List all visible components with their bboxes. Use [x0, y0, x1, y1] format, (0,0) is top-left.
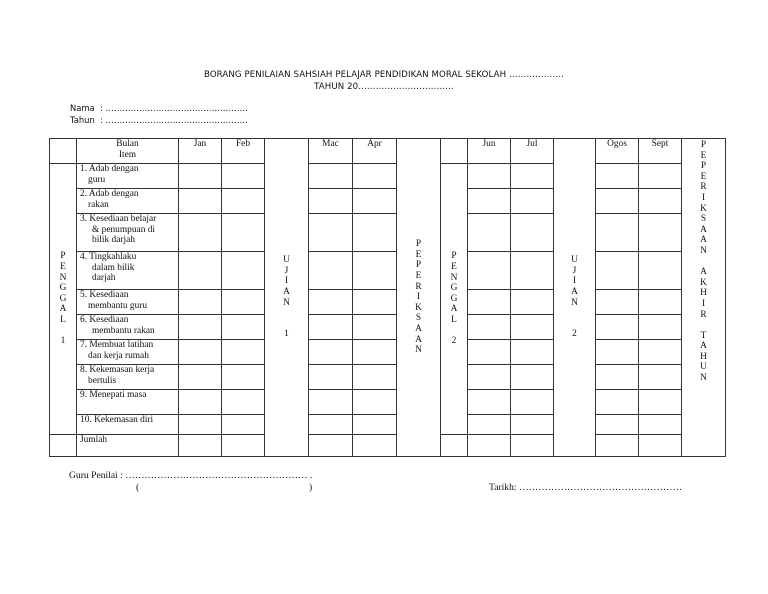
- score-cell[interactable]: [468, 365, 511, 390]
- item-5: [77, 290, 179, 315]
- score-cell[interactable]: [639, 415, 682, 435]
- nama-label: Nama: [70, 103, 95, 113]
- score-cell[interactable]: [468, 315, 511, 340]
- penggal1-column-char: A: [59, 304, 67, 315]
- peperiksaan-akhir-tahun-column-char: P: [700, 161, 707, 172]
- peperiksaan-column-text: [413, 239, 425, 356]
- penggal1-column-char: [57, 325, 69, 336]
- total-cell[interactable]: [441, 435, 468, 457]
- item-2: [77, 189, 179, 214]
- total-cell[interactable]: [309, 435, 353, 457]
- score-cell[interactable]: [309, 214, 353, 252]
- score-cell[interactable]: [222, 390, 265, 415]
- score-cell[interactable]: [309, 290, 353, 315]
- ujian1-column-char: [281, 308, 293, 319]
- score-cell[interactable]: [596, 415, 639, 435]
- score-cell[interactable]: [309, 365, 353, 390]
- score-cell[interactable]: [468, 290, 511, 315]
- score-cell[interactable]: [468, 214, 511, 252]
- ujian2-column-char: J: [572, 265, 577, 276]
- score-cell[interactable]: [353, 390, 397, 415]
- score-cell[interactable]: [468, 415, 511, 435]
- score-cell[interactable]: [639, 164, 682, 189]
- month-header-feb: Feb: [222, 139, 265, 164]
- score-cell[interactable]: [309, 252, 353, 290]
- peperiksaan-column-char: N: [415, 345, 422, 356]
- score-cell[interactable]: [309, 340, 353, 365]
- score-cell[interactable]: [511, 214, 554, 252]
- score-cell[interactable]: [596, 189, 639, 214]
- peperiksaan-akhir-tahun-column-char: A: [700, 224, 707, 235]
- peperiksaan-akhir-tahun-column-char: K: [700, 277, 707, 288]
- peperiksaan-akhir-tahun-column-char: A: [700, 341, 707, 352]
- penggal2-column-char: L: [451, 314, 457, 325]
- peperiksaan-akhir-tahun-column-char: H: [700, 288, 707, 299]
- peperiksaan-column-char: I: [416, 292, 421, 303]
- score-cell[interactable]: [222, 315, 265, 340]
- peperiksaan-akhir-tahun-column-char: A: [700, 235, 707, 246]
- score-cell[interactable]: [309, 390, 353, 415]
- ujian1-column-char: A: [283, 286, 290, 297]
- score-cell[interactable]: [639, 189, 682, 214]
- score-cell[interactable]: [468, 340, 511, 365]
- item-7: [77, 340, 179, 365]
- item-text: 2. Adab dengan: [80, 189, 139, 199]
- ujian2-column-text: [569, 255, 581, 340]
- score-cell[interactable]: [596, 340, 639, 365]
- peperiksaan-akhir-tahun-column-char: I: [701, 192, 706, 203]
- peperiksaan-akhir-tahun-column-char: S: [700, 214, 707, 225]
- score-cell[interactable]: [596, 315, 639, 340]
- score-cell[interactable]: [639, 340, 682, 365]
- peperiksaan-akhir-tahun-column: [682, 139, 726, 457]
- peperiksaan-akhir-tahun-column-char: [698, 320, 710, 331]
- score-cell[interactable]: [353, 415, 397, 435]
- penggal1-column-char: N: [59, 272, 67, 283]
- peperiksaan-akhir-tahun-column-char: A: [700, 267, 707, 278]
- penggal2-column: [441, 164, 468, 435]
- score-cell[interactable]: [511, 415, 554, 435]
- item-text: bilik darjah: [92, 235, 135, 245]
- bulan-label: Bulan: [116, 139, 139, 149]
- ujian1-column-char: [281, 319, 293, 330]
- score-cell[interactable]: [468, 390, 511, 415]
- jumlah-label: Jumlah: [77, 435, 179, 457]
- item-text: guru: [88, 174, 106, 185]
- score-cell[interactable]: [222, 290, 265, 315]
- score-cell[interactable]: [639, 290, 682, 315]
- ujian1-column-char: I: [284, 276, 289, 287]
- peperiksaan-akhir-tahun-column-char: I: [701, 298, 706, 309]
- ujian2-column-char: [569, 319, 581, 330]
- ujian2-column-char: [569, 308, 581, 319]
- score-cell[interactable]: [179, 315, 222, 340]
- item-6: [77, 315, 179, 340]
- peperiksaan-akhir-tahun-column-char: N: [700, 245, 707, 256]
- form-title: BORANG PENILAIAN SAHSIAH PELAJAR PENDIDIKAN MORAL SEKOLAH ……………….: [203, 70, 565, 80]
- ujian1-column-char: N: [283, 297, 290, 308]
- score-cell[interactable]: [222, 189, 265, 214]
- penggal1-header-blank: [50, 139, 77, 164]
- score-cell[interactable]: [353, 365, 397, 390]
- peperiksaan-akhir-tahun-column-char: R: [700, 182, 707, 193]
- score-cell[interactable]: [596, 214, 639, 252]
- item-text: rakan: [88, 199, 109, 210]
- peperiksaan-akhir-tahun-column-char: R: [700, 309, 707, 320]
- peperiksaan-column-char: A: [415, 323, 422, 334]
- score-cell[interactable]: [353, 214, 397, 252]
- item-text: 9. Menepati masa: [80, 390, 147, 400]
- ujian1-column-char: U: [283, 255, 290, 266]
- peperiksaan-akhir-tahun-column-char: U: [700, 362, 707, 373]
- paren-close: ): [309, 482, 313, 493]
- ujian1-column-char: 1: [284, 329, 289, 340]
- score-cell[interactable]: [179, 164, 222, 189]
- score-cell[interactable]: [222, 164, 265, 189]
- score-cell[interactable]: [468, 189, 511, 214]
- score-cell[interactable]: [353, 164, 397, 189]
- item-text: dan kerja rumah: [88, 350, 149, 361]
- score-cell[interactable]: [353, 290, 397, 315]
- score-cell[interactable]: [639, 365, 682, 390]
- peperiksaan-akhir-tahun-column-char: [698, 257, 710, 268]
- paren-open: (: [136, 482, 140, 493]
- item-text: 4. Tingkahlaku: [80, 252, 137, 262]
- penggal1-column: [50, 164, 77, 435]
- score-cell[interactable]: [179, 214, 222, 252]
- month-header-jun: Jun: [468, 139, 511, 164]
- score-cell[interactable]: [596, 164, 639, 189]
- item-text: 8. Kekemasan kerja: [80, 365, 155, 375]
- peperiksaan-column-char: S: [415, 313, 422, 324]
- penggal1-column-char: L: [60, 314, 66, 325]
- ujian2-column-char: 2: [572, 329, 577, 340]
- score-cell[interactable]: [179, 390, 222, 415]
- score-cell[interactable]: [596, 252, 639, 290]
- score-cell[interactable]: [639, 390, 682, 415]
- ujian1-column-text: [281, 255, 293, 340]
- score-cell[interactable]: [468, 252, 511, 290]
- peperiksaan-column-char: E: [415, 271, 422, 282]
- score-cell[interactable]: [222, 415, 265, 435]
- score-cell[interactable]: [511, 365, 554, 390]
- penggal1-column-char: G: [59, 283, 67, 294]
- score-cell[interactable]: [639, 252, 682, 290]
- assessment-table: [49, 138, 726, 457]
- penggal2-column-text: [448, 251, 460, 346]
- nama-value: : ……………………………………………: [100, 103, 248, 113]
- score-cell[interactable]: [639, 315, 682, 340]
- peperiksaan-akhir-tahun-column-char: E: [700, 171, 707, 182]
- peperiksaan-akhir-tahun-column-char: N: [700, 373, 707, 384]
- score-cell[interactable]: [511, 189, 554, 214]
- peperiksaan-akhir-tahun-column-char: K: [700, 203, 707, 214]
- month-header-ogos: Ogos: [596, 139, 639, 164]
- form-year: TAHUN 20……………………………: [314, 82, 454, 92]
- peperiksaan-column-char: P: [415, 239, 422, 250]
- item-text: bertulis: [88, 375, 117, 386]
- ujian2-column-char: U: [571, 255, 578, 266]
- score-cell[interactable]: [222, 340, 265, 365]
- score-cell[interactable]: [222, 252, 265, 290]
- month-header-jan: Jan: [179, 139, 222, 164]
- penggal1-column-char: E: [60, 261, 66, 272]
- ujian1-column-char: J: [284, 265, 289, 276]
- score-cell[interactable]: [511, 315, 554, 340]
- penggal2-column-char: N: [450, 272, 458, 283]
- total-cell[interactable]: [222, 435, 265, 457]
- tahun-label: Tahun: [70, 115, 95, 125]
- total-cell[interactable]: [468, 435, 511, 457]
- tahun-field[interactable]: [70, 115, 248, 125]
- peperiksaan-akhir-tahun-column-text: [698, 140, 710, 384]
- penggal2-column-char: G: [450, 293, 458, 304]
- total-cell[interactable]: [596, 435, 639, 457]
- score-cell[interactable]: [353, 252, 397, 290]
- score-cell[interactable]: [309, 189, 353, 214]
- penggal2-column-char: G: [450, 283, 458, 294]
- item-1: [77, 164, 179, 189]
- peperiksaan-akhir-tahun-column-char: T: [700, 330, 707, 341]
- tarikh-field: Tarikh: ……………………………………………: [489, 482, 683, 493]
- score-cell[interactable]: [179, 189, 222, 214]
- score-cell[interactable]: [511, 390, 554, 415]
- penggal2-column-char: [448, 325, 460, 336]
- score-cell[interactable]: [179, 290, 222, 315]
- score-cell[interactable]: [511, 164, 554, 189]
- peperiksaan-column-char: K: [415, 302, 422, 313]
- score-cell[interactable]: [222, 365, 265, 390]
- score-cell[interactable]: [511, 340, 554, 365]
- score-cell[interactable]: [353, 315, 397, 340]
- item-8: [77, 365, 179, 390]
- item-text: & penumpuan di: [92, 224, 156, 235]
- score-cell[interactable]: [353, 189, 397, 214]
- score-cell[interactable]: [353, 340, 397, 365]
- month-header-jul: Jul: [511, 139, 554, 164]
- jumlah-blank: [50, 435, 77, 457]
- peperiksaan-akhir-tahun-column-char: E: [700, 150, 707, 161]
- ujian2-column-char: A: [571, 286, 578, 297]
- item-text: 6. Kesediaan: [80, 315, 129, 325]
- ujian1-column: [265, 139, 309, 457]
- peperiksaan-akhir-tahun-column-char: P: [700, 140, 707, 150]
- item-text: darjah: [92, 273, 116, 283]
- peperiksaan-column: [397, 139, 441, 457]
- item-text: 7. Membuat latihan: [80, 340, 154, 350]
- score-cell[interactable]: [511, 252, 554, 290]
- item-text: membantu rakan: [92, 325, 155, 336]
- penggal2-column-char: E: [451, 261, 457, 272]
- penggal2-header-blank: [441, 139, 468, 164]
- tahun-value: : ……………………………………………: [100, 115, 248, 125]
- item-10: [77, 415, 179, 435]
- bulan-item-header: [77, 139, 179, 164]
- month-header-mac: Mac: [309, 139, 353, 164]
- guru-penilai: Guru Penilai : ………………………………………………… .: [69, 470, 313, 481]
- peperiksaan-column-char: A: [415, 334, 422, 345]
- item-text: dalam bilik: [92, 262, 135, 273]
- item-4: [77, 252, 179, 290]
- score-cell[interactable]: [639, 214, 682, 252]
- item-text: membantu guru: [88, 300, 148, 311]
- penggal2-column-char: 2: [451, 336, 457, 347]
- score-cell[interactable]: [511, 290, 554, 315]
- item-text: 10. Kekemasan diri: [80, 415, 154, 425]
- peperiksaan-column-char: P: [415, 260, 422, 271]
- total-cell[interactable]: [179, 435, 222, 457]
- score-cell[interactable]: [309, 415, 353, 435]
- score-cell[interactable]: [179, 340, 222, 365]
- item-text: 1. Adab dengan: [80, 164, 139, 174]
- nama-field[interactable]: [70, 103, 248, 113]
- total-cell[interactable]: [353, 435, 397, 457]
- peperiksaan-column-char: R: [415, 281, 422, 292]
- peperiksaan-column-char: E: [415, 249, 422, 260]
- peperiksaan-akhir-tahun-column-char: H: [700, 351, 707, 362]
- item-text: 5. Kesediaan: [80, 290, 129, 300]
- penggal2-column-char: A: [450, 304, 458, 315]
- score-cell[interactable]: [596, 365, 639, 390]
- item-text: 3. Kesediaan belajar: [80, 214, 157, 224]
- ujian2-column: [554, 139, 596, 457]
- penggal1-column-char: 1: [60, 336, 66, 347]
- item-3: [77, 214, 179, 252]
- penggal1-column-char: P: [60, 251, 66, 262]
- penggal2-column-char: P: [451, 251, 457, 262]
- item-9: [77, 390, 179, 415]
- ujian2-column-char: N: [571, 297, 578, 308]
- month-header-sept: Sept: [639, 139, 682, 164]
- score-cell[interactable]: [179, 252, 222, 290]
- month-header-apr: Apr: [353, 139, 397, 164]
- penggal1-column-text: [57, 251, 69, 346]
- penggal1-column-char: G: [59, 293, 67, 304]
- score-cell[interactable]: [222, 214, 265, 252]
- score-cell[interactable]: [309, 315, 353, 340]
- score-cell[interactable]: [468, 164, 511, 189]
- score-cell[interactable]: [179, 365, 222, 390]
- score-cell[interactable]: [309, 164, 353, 189]
- total-cell[interactable]: [639, 435, 682, 457]
- score-cell[interactable]: [596, 390, 639, 415]
- score-cell[interactable]: [179, 415, 222, 435]
- total-cell[interactable]: [511, 435, 554, 457]
- item-label: Item: [118, 149, 137, 160]
- score-cell[interactable]: [596, 290, 639, 315]
- ujian2-column-char: I: [572, 276, 577, 287]
